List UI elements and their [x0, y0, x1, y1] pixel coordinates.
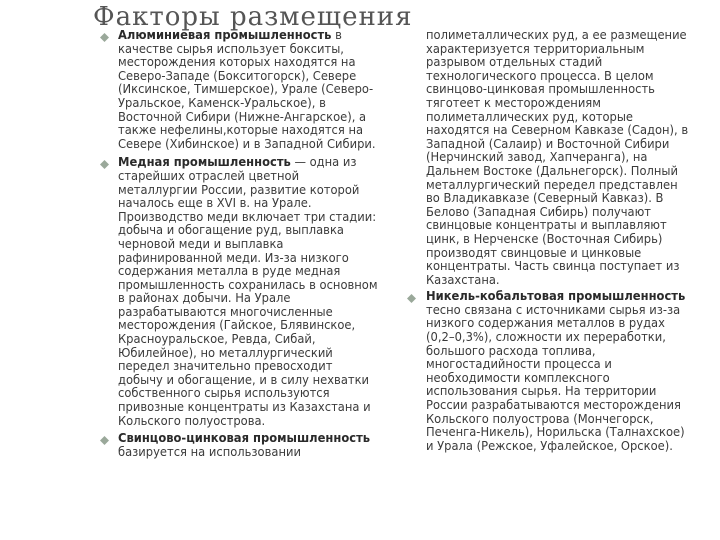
bullet-item-copper: [98, 156, 390, 428]
item-heading: Медная промышленность: [118, 155, 291, 170]
diamond-bullet-icon: [100, 160, 109, 169]
item-heading: Свинцово-цинковая промышленность: [118, 431, 371, 446]
item-text: в качестве сырья использует бокситы, месторождения которых находятся на Северо-Западе (Бокситогорск), Севере (Иксинское, Тимшерское), Урале (Северо-Уральское, Каменск-Уральское), в Восточной Сибири (Нижне-Ангарское), а также нефелины,которые находятся на Севере (Хибинское) и в Западной Сибири.: [118, 28, 376, 151]
diamond-bullet-icon: [407, 294, 416, 303]
slide-title: Факторы размещения: [93, 2, 413, 32]
bullet-item-lead-zinc: [98, 432, 390, 459]
item-text: полиметаллических руд, а ее размещение характеризуется территориальным разрывом отдельных стадий технологического процесса. В целом свинцово-цинковая промышленность тяготеет к месторождениям полиметаллических руд, которые находятся на Северном Кавказе (Садон), в Западной (Салаир) и Восточной Сибири (Нерчинский завод, Хапчеранга), на Дальнем Востоке (Дальнегорск). Полный металлургический передел представлен во Владикавказе (Северный Кавказ). В Белово (Западная Сибирь) получают свинцовые концентраты и выплавляют цинк, в Нерченске (Восточная Сибирь) производят свинцовые и цинковые концентраты. Часть свинца поступает из Казахстана.: [426, 28, 689, 287]
item-text: — одна из старейших отраслей цветной металлургии России, развитие которой началось еще в XVI в. на Урале. Производство меди включает три стадии: добыча и обогащение руд, выплавка черновой меди и выплавка рафинированной меди. Из-за низкого содержания металла в руде медная промышленность сохранилась в основном в районах добычи. На Урале разрабатываются многочисленные месторождения (Гайское, Блявинское, Красноуральское, Ревда, Сибай, Юбилейное), но металлургический передел значительно превосходит добычу и обогащение, и в силу нехватки собственного сырья используются привозные концентраты из Казахстана и Кольского полуострова.: [118, 155, 378, 428]
right-column: [405, 29, 705, 453]
item-text: базируется на использовании: [118, 444, 301, 459]
item-heading: Никель-кобальтовая промышленность: [426, 289, 686, 304]
diamond-bullet-icon: [100, 33, 109, 42]
bullet-item-aluminum: [98, 29, 390, 151]
diamond-bullet-icon: [100, 436, 109, 445]
bullet-item-nickel-cobalt: [405, 290, 705, 453]
item-text: тесно связана с источниками сырья из-за низкого содержания металлов в рудах (0,2–0,3%), сложности их переработки, большого расхода топлива, многостадийности процесса и необходимости комплексного использования сырья. На территории России разрабатываются месторождения Кольского полуострова (Мончегорск, Печенга-Никель), Норильска (Талнахское) и Урала (Режское, Уфалейское, Орское).: [426, 302, 685, 453]
item-heading: Алюминиевая промышленность: [118, 28, 332, 42]
continued-text-lead-zinc: [405, 29, 705, 287]
left-column: [98, 29, 390, 459]
